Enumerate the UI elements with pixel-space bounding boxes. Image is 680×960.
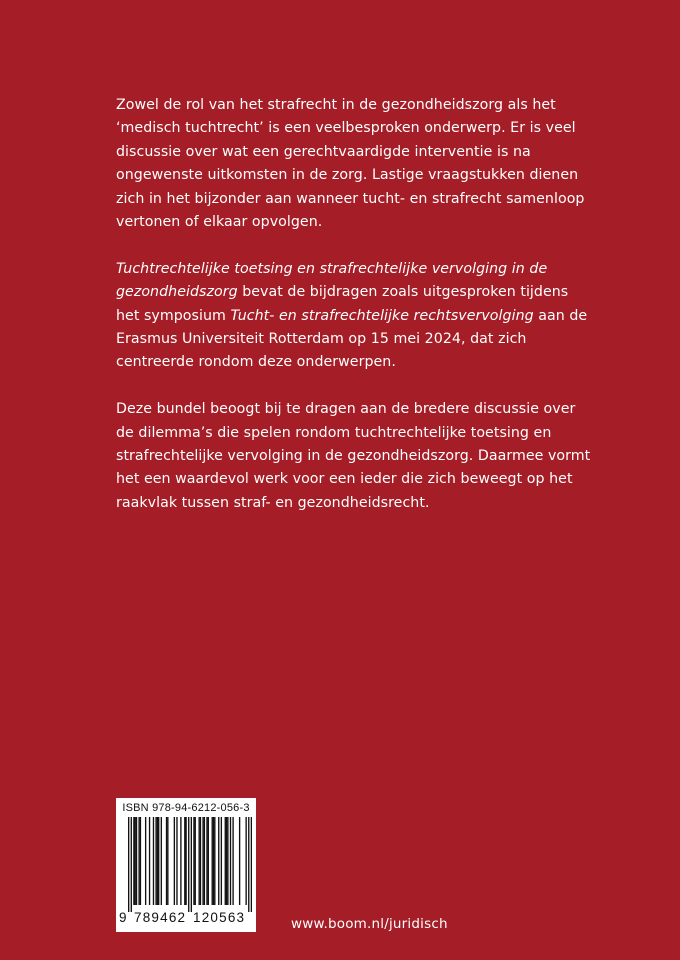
barcode-bar-22 xyxy=(191,817,192,912)
barcode-bar-14 xyxy=(166,817,167,905)
barcode-bar-23 xyxy=(193,817,194,905)
barcode-digits xyxy=(116,910,256,928)
blurb-paragraph-1: Zowel de rol van het strafrecht in de gezondheidszorg als het ‘medisch tuchtrecht’ is een veelbesproken onderwerp. Er is veel discussie over wat een gerechtvaardigde interventie is na ongewenste uitkomsten in de zorg. Lastige vraagstukken dienen zich in het bijzonder aan wanneer tucht- en strafrecht samenloop vertonen of elkaar opvolgen. xyxy=(116,97,585,231)
barcode-digit-group-2: 120563 xyxy=(193,910,246,925)
barcode-bar-33 xyxy=(214,817,215,905)
isbn-label: ISBN 978-94-6212-056-3 xyxy=(122,802,250,814)
barcode-digit-group-1: 789462 xyxy=(134,910,187,925)
barcode-bar-11 xyxy=(157,817,158,905)
barcode-bar-18 xyxy=(180,817,181,905)
barcode-bar-29 xyxy=(206,817,207,905)
barcode-bar-21 xyxy=(188,817,189,912)
barcode-bar-13 xyxy=(161,817,162,905)
barcode-bar-26 xyxy=(200,817,201,905)
barcode-bar-2 xyxy=(133,817,134,905)
barcode-bar-6 xyxy=(140,817,141,905)
barcode-bars xyxy=(128,817,252,912)
barcode-bar-0 xyxy=(128,817,129,912)
barcode-bar-32 xyxy=(213,817,214,905)
barcode-bar-3 xyxy=(135,817,136,905)
barcode-bar-27 xyxy=(202,817,203,905)
barcode-bar-10 xyxy=(155,817,156,905)
barcode-bar-12 xyxy=(158,817,159,905)
book-title-italic: Tuchtrechtelijke toetsing en strafrechtelijke vervolging in de gezondheidszorg xyxy=(116,260,548,301)
barcode-bar-19 xyxy=(184,817,185,905)
barcode-bar-40 xyxy=(232,817,233,905)
publisher-url: www.boom.nl/juridisch xyxy=(291,916,448,932)
barcode-bar-9 xyxy=(153,817,154,905)
barcode-bar-35 xyxy=(221,817,222,905)
blurb-paragraph-3: Deze bundel beoogt bij te dragen aan de bredere discussie over de dilemma’s die spelen rondom tuchtrechtelijke toetsing en strafrechtelijke vervolging in de gezondheidszorg. Daarmee vormt het een waardevol werk voor een ieder die zich beweegt op het raakvlak tussen straf- en gezondheidsrecht. xyxy=(116,401,591,511)
barcode-bar-31 xyxy=(212,817,213,905)
barcode-bar-24 xyxy=(195,817,196,905)
blurb-paragraph-2-text-b: aan de Erasmus Universiteit Rotterdam op 15 mei 2024, dat zich centreerde rondom deze onderwerpen. xyxy=(116,307,588,371)
barcode-bar-15 xyxy=(167,817,168,905)
barcode-bar-8 xyxy=(149,817,150,905)
barcode-bar-39 xyxy=(230,817,231,905)
barcode-bar-30 xyxy=(208,817,209,905)
barcode-bar-17 xyxy=(176,817,177,905)
symposium-title-italic: Tucht- en strafrechtelijke rechtsvervolging xyxy=(230,307,534,324)
blurb-paragraph-2-text-a: bevat de bijdragen zoals uitgesproken tijdens het symposium xyxy=(116,284,569,324)
barcode-bar-34 xyxy=(218,817,219,905)
barcode-bar-37 xyxy=(226,817,227,905)
barcode-bar-7 xyxy=(145,817,146,905)
barcode-bar-38 xyxy=(227,817,228,905)
barcode-bar-43 xyxy=(248,817,249,912)
barcode-bar-16 xyxy=(174,817,175,905)
barcode-bar-25 xyxy=(198,817,199,905)
barcode-bar-42 xyxy=(245,817,246,905)
cover-blurb xyxy=(116,94,592,539)
blurb-paragraph-2 xyxy=(116,258,592,375)
barcode-bar-20 xyxy=(185,817,186,905)
barcode-bar-36 xyxy=(225,817,226,905)
barcode-bar-44 xyxy=(251,817,252,912)
barcode-bar-4 xyxy=(136,817,137,905)
barcode-bar-28 xyxy=(204,817,205,905)
barcode-digit-lead: 9 xyxy=(119,910,127,925)
barcode-bar-41 xyxy=(239,817,240,905)
barcode-bar-5 xyxy=(138,817,139,905)
isbn-barcode xyxy=(116,798,256,932)
barcode-bar-1 xyxy=(131,817,132,912)
